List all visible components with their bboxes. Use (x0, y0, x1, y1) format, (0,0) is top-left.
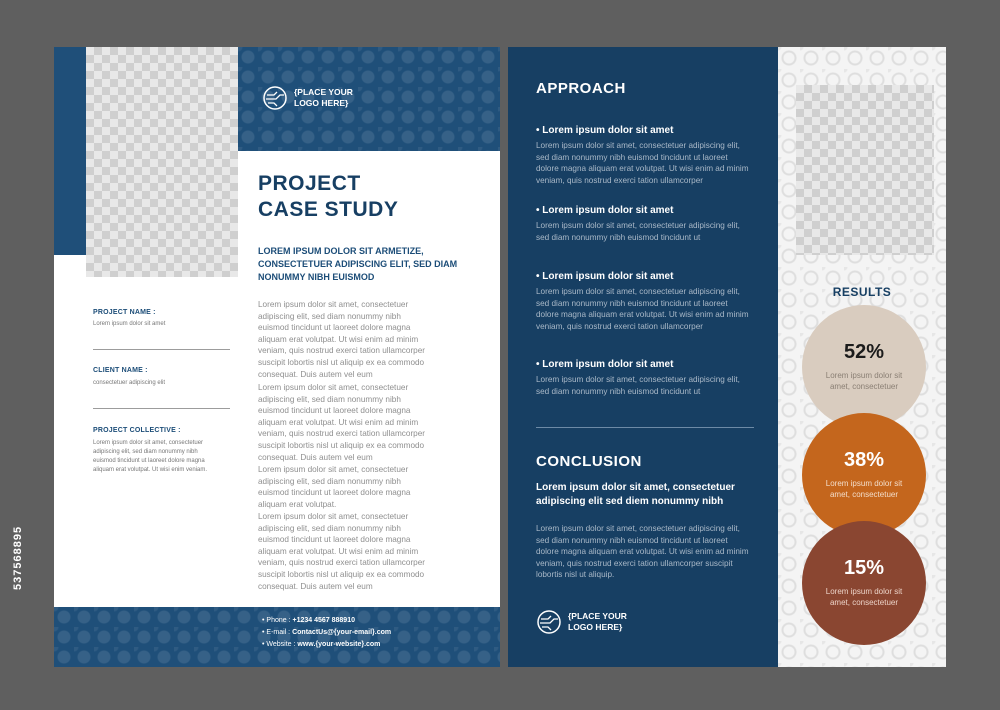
approach-heading: APPROACH (536, 80, 626, 97)
title-line-2: CASE STUDY (258, 198, 399, 221)
globe-circuit-icon (262, 85, 288, 111)
result-text: Lorem ipsum dolor sit amet, consectetuer (825, 587, 903, 607)
page-subtitle: LOREM IPSUM DOLOR SIT ARMETIZE, CONSECTETUER ADIPISCING ELIT, SED DIAM NONUMMY NIBH EUISMOD (258, 246, 458, 282)
results-panel (778, 47, 946, 667)
logo-text: {PLACE YOUR LOGO HERE} (568, 611, 627, 632)
result-text: Lorem ipsum dolor sit amet, consectetuer (825, 479, 903, 499)
client-name-label: CLIENT NAME : (93, 367, 148, 374)
paragraph-2: Lorem ipsum dolor sit amet, consectetuer adipiscing elit, sed diam nonummy nibh euismod tincidunt ut laoreet dolore magna aliquam erat volutpat. Ut wisi enim ad minim veniam, quis nostrud exerci tation ullamcorper suscipit lobortis nisl ut aliquip ex ea commodo consequat. Duis autem vel eum (258, 383, 426, 462)
email-label: E-mail : (266, 629, 291, 636)
section-divider (536, 427, 754, 428)
bullet-text: Lorem ipsum dolor sit amet, consectetuer adipiscing elit, sed diam nonummy nibh euismod tincidunt ut (536, 221, 740, 242)
phone-label: Phone : (266, 617, 291, 624)
phone-value: +1234 4567 888910 (292, 617, 355, 624)
page-title (258, 171, 398, 223)
email-value: ContactUs@{your-email}.com (292, 629, 392, 636)
divider-line (93, 349, 230, 350)
conclusion-lead: Lorem ipsum dolor sit amet, consectetuer adipiscing elit sed diem nonummy nibh (536, 482, 735, 507)
paragraph-4: Lorem ipsum dolor sit amet, consectetuer adipiscing elit, sed diam nonummy nibh euismod tincidunt ut laoreet dolore magna aliquam erat volutpat. Ut wisi enim ad minim veniam, quis nostrud exerci tation ullamcorper suscipit lobortis nisl ut aliquip ex ea commodo consequat. Duis autem vel eum (258, 512, 426, 591)
website-label: Website : (266, 641, 296, 648)
result-circle-2 (802, 413, 926, 537)
project-name-label: PROJECT NAME : (93, 309, 156, 316)
bullet-text: Lorem ipsum dolor sit amet, consectetuer adipiscing elit, sed diam nonummy nibh euismod tincidunt ut laoreet dolore magna aliquam erat volutpat. Ut wisi enim ad minim veniam, quis nostrud exerci tation ullamcorper (536, 141, 749, 185)
left-page (54, 47, 500, 667)
paragraph-3: Lorem ipsum dolor sit amet, consectetuer adipiscing elit, sed diam nonummy nibh euismod tincidunt ut laoreet dolore magna aliquam erat volutpat. (258, 465, 411, 509)
results-heading: RESULTS (832, 285, 892, 299)
bullet-item (536, 271, 751, 332)
logo-right (536, 609, 627, 635)
bullet-title: • Lorem ipsum dolor sit amet (536, 125, 674, 136)
divider-line (93, 408, 230, 409)
result-value: 15% (843, 557, 885, 579)
conclusion-text: Lorem ipsum dolor sit amet, consectetuer adipiscing elit, sed diam nonummy nibh euismod tincidunt ut laoreet dolore magna aliquam erat volutpat. Ut wisi enim ad minim veniam, quis nostrud exerci tation ullamcorper suscipit lobortis nisl ut aliquip. (536, 524, 749, 580)
stock-id-text: 537568895 (12, 525, 24, 590)
result-circle-1 (802, 305, 926, 429)
photo-placeholder-right (796, 85, 934, 255)
project-collective-label: PROJECT COLLECTIVE : (93, 427, 181, 434)
result-text: Lorem ipsum dolor sit amet, consectetuer (825, 371, 903, 391)
bullet-text: Lorem ipsum dolor sit amet, consectetuer adipiscing elit, sed diam nonummy nibh euismod tincidunt ut (536, 375, 740, 396)
logo-left (262, 85, 353, 111)
result-value: 52% (843, 341, 885, 363)
client-name-value: consectetuer adipiscing elit (93, 380, 166, 386)
result-circle-3 (802, 521, 926, 645)
logo-text: {PLACE YOUR LOGO HERE} (294, 87, 353, 108)
bullet-title: • Lorem ipsum dolor sit amet (536, 205, 674, 216)
bullet-item (536, 205, 751, 243)
result-value: 38% (843, 449, 885, 471)
bullet-item (536, 125, 751, 186)
top-left-navy-strip (54, 47, 86, 255)
bullet-title: • Lorem ipsum dolor sit amet (536, 271, 674, 282)
bullet-item (536, 359, 751, 397)
paragraph-1: Lorem ipsum dolor sit amet, consectetuer adipiscing elit, sed diam nonummy nibh euismod tincidunt ut laoreet dolore magna aliquam erat volutpat. Ut wisi enim ad minim veniam, quis nostrud exerci tation ullamcorper suscipit lobortis nisl ut aliquip ex ea commodo consequat. Duis autem vel eum (258, 300, 426, 379)
project-name-value: Lorem ipsum dolor sit amet (93, 321, 166, 327)
phone-line: • Phone : +1234 4567 888910 (262, 617, 355, 624)
right-page (508, 47, 946, 667)
email-line: • E-mail : ContactUs@{your-email}.com (262, 629, 392, 636)
conclusion-heading: CONCLUSION (536, 453, 642, 470)
project-collective-value: Lorem ipsum dolor sit amet, consectetuer adipiscing elit, sed diam nonummy nibh euismod tincidunt ut laoreet dolore magna aliquam erat volutpat. Ut wisi enim veniam. (93, 440, 208, 473)
footer-bar (54, 607, 500, 667)
website-line: • Website : www.{your-website}.com (262, 641, 381, 648)
website-value: www.{your-website}.com (297, 641, 381, 648)
photo-placeholder-left (86, 47, 238, 277)
footer-contacts (262, 615, 391, 651)
globe-circuit-icon (536, 609, 562, 635)
bullet-title: • Lorem ipsum dolor sit amet (536, 359, 674, 370)
bullet-text: Lorem ipsum dolor sit amet, consectetuer adipiscing elit, sed diam nonummy nibh euismod tincidunt ut laoreet dolore magna aliquam erat volutpat. Ut wisi enim ad minim veniam, quis nostrud exerci tation ullamcorper (536, 287, 749, 331)
title-line-1: PROJECT (258, 172, 361, 195)
